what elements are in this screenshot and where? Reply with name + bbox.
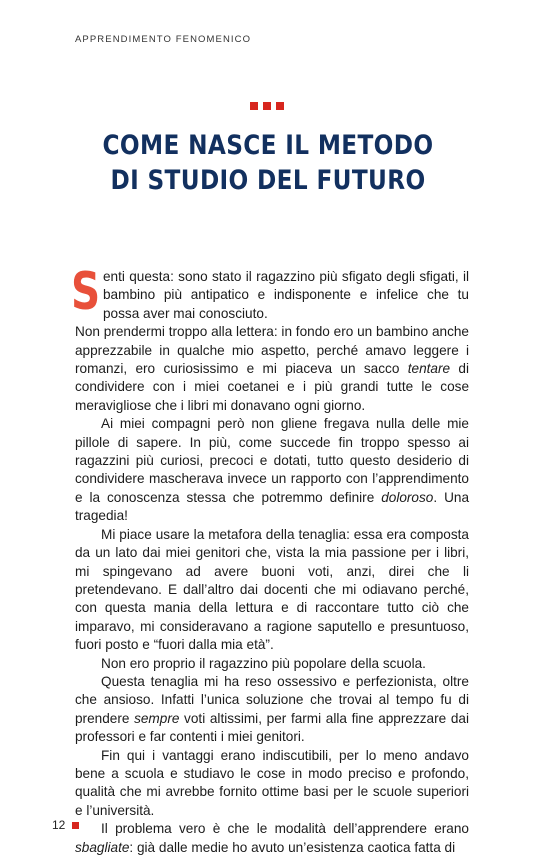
paragraph-text: voti altissimi, per farmi alla fine apprezzare dai professori e far contenti i miei genitori. [75, 710, 469, 745]
paragraph: Fin qui i vantaggi erano indiscutibili, per lo meno andavo bene a scuola e studiavo le cose in modo preciso e profondo, qualità che mi avrebbe fornito ottime basi per le scuole superiori e l’università. [75, 747, 469, 818]
chapter-title [38, 128, 499, 198]
page-number: 12 [52, 818, 66, 832]
chapter-title-line-1: COME NASCE IL METODO [102, 130, 434, 161]
paragraph [75, 323, 469, 415]
emphasis: tentare [407, 361, 451, 377]
page-footer [52, 818, 79, 832]
emphasis: doloroso [381, 489, 434, 505]
paragraph-text: Ai miei compagni però non gliene fregava nulla delle mie pillole di sapere. In più, come succede fin troppo spesso ai ragazzini più curiosi, precoci e dotati, tutto questo desiderio di condividere mascherava invece un rapporto con l’apprendimento e la conoscenza stessa che potremmo definire [75, 416, 469, 505]
paragraph-text: Il problema vero è che le modalità dell’apprendere erano [101, 821, 469, 837]
paragraph [75, 820, 469, 857]
emphasis: sempre [134, 710, 180, 726]
paragraph: Non ero proprio il ragazzino più popolare della scuola. [101, 655, 426, 671]
paragraph-text: enti questa: sono stato il ragazzino più sfigato degli sfigati, il bambino più antipatico e indisponente e infelice che tu possa aver mai conosciuto. [103, 269, 469, 321]
body-text [71, 262, 470, 857]
running-header: APPRENDIMENTO FENOMENICO [75, 34, 252, 45]
ornament-square [263, 102, 271, 110]
drop-cap: S [71, 262, 101, 322]
ornament-square [276, 102, 284, 110]
emphasis: sbagliate [75, 839, 130, 855]
paragraph-text: : già dalle medie ho avuto un’esistenza caotica fatta di [129, 839, 456, 855]
chapter-title-line-2: DI STUDIO DEL FUTURO [110, 165, 426, 196]
paragraph [75, 415, 469, 525]
paragraph-text: Questa tenaglia mi ha reso ossessivo e perfezionista, oltre che ansioso. Infatti l’unica soluzione che trovai al tempo fu di prendere [75, 673, 469, 726]
title-ornament [250, 102, 284, 110]
footer-square [72, 822, 79, 829]
paragraph [75, 673, 469, 747]
paragraph [71, 262, 469, 323]
paragraph-text: . Una tragedia! [75, 489, 470, 524]
paragraph: Mi piace usare la metafora della tenaglia: essa era composta da un lato dai miei genitori che, vista la mia passione per i libri, mi spingevano ad avere buoni voti, anzi, direi che li pretendevano. E dall’altro dai docenti che mi odiavano perché, con questa mania della lettura e di raccontare tutto ciò che imparavo, mi consideravano a ragione saputello e presuntuoso, fuori posto e “fuori dalla mia età”. [75, 526, 469, 653]
paragraph-text: Non prendermi troppo alla lettera: in fondo ero un bambino anche apprezzabile in qualche mio aspetto, perché amavo leggere i romanzi, ero curiosissimo e mi piaceva un sacco [75, 324, 469, 377]
ornament-square [250, 102, 258, 110]
paragraph-text: di condividere con i miei coetanei e i più grandi tutte le cose meravigliose che i libri mi donavano ogni giorno. [75, 361, 470, 413]
